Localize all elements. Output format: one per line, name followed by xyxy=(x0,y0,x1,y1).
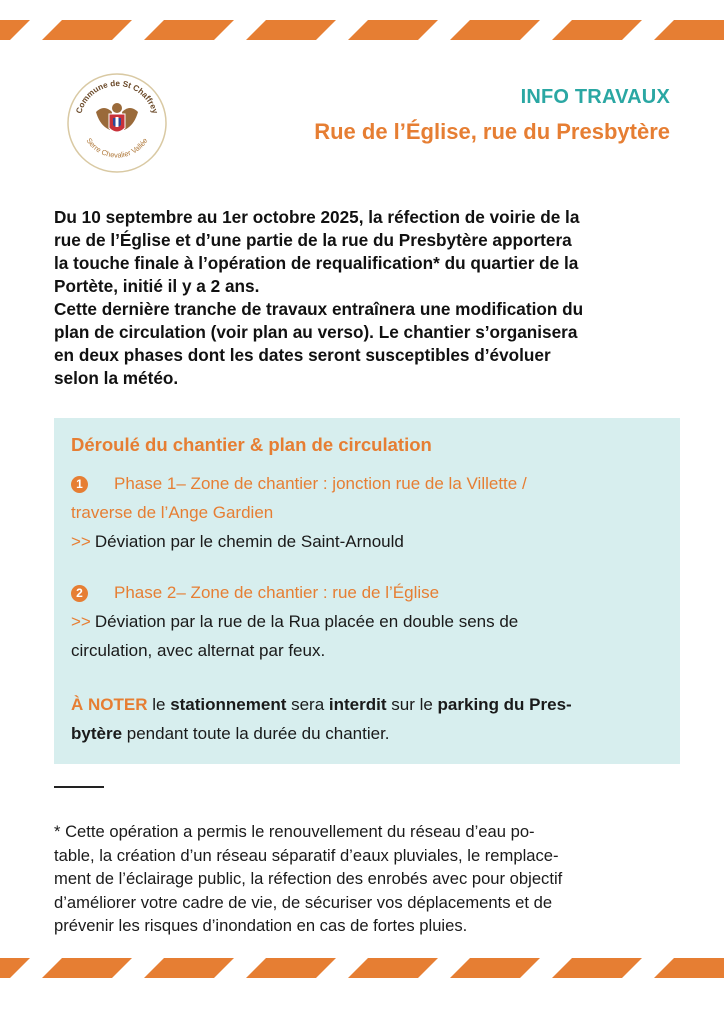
commune-logo xyxy=(66,72,168,174)
note-text: pendant toute la durée du chantier. xyxy=(122,724,390,743)
svg-text:Serre Chevalier Vallée: Serre Chevalier Vallée xyxy=(84,136,150,160)
phase-1-number-badge: 1 xyxy=(71,476,88,493)
worksite-panel xyxy=(54,418,680,764)
footnote xyxy=(54,820,676,938)
top-hazard-stripe xyxy=(0,20,724,40)
note-text: le xyxy=(147,695,171,714)
note-bold: parking du Pres- xyxy=(437,695,572,714)
intro-line: Portète, initié il y a 2 ans. xyxy=(54,276,260,296)
footnote-line: * Cette opération a permis le renouvellement du réseau d’eau po- xyxy=(54,822,535,841)
phase-1-label: Phase 1– Zone de chantier : jonction rue de la Villette / xyxy=(114,474,527,493)
phase-1-label-cont: traverse de l’Ange Gardien xyxy=(71,503,274,522)
phase-2-deviation-text: Déviation par la rue de la Rua placée en double sens de xyxy=(94,612,519,631)
svg-text:Commune de St Chaffrey: Commune de St Chaffrey xyxy=(74,78,160,115)
intro-line: rue de l’Église et d’une partie de la rue du Presbytère apportera xyxy=(54,230,572,250)
panel-title: Déroulé du chantier & plan de circulation xyxy=(71,434,432,455)
parking-note xyxy=(71,690,661,748)
page-title: Rue de l’Église, rue du Presbytère xyxy=(314,119,670,144)
note-prefix: À NOTER xyxy=(71,695,148,714)
note-text: sur le xyxy=(386,695,438,714)
bottom-hazard-stripe xyxy=(0,958,724,978)
footnote-line: d’améliorer votre cadre de vie, de sécuriser vos déplacements et de xyxy=(54,892,553,912)
intro-paragraph xyxy=(54,206,676,390)
phase-1 xyxy=(71,469,661,556)
phase-2-deviation-cont: circulation, avec alternat par feux. xyxy=(71,641,326,660)
phase-1-deviation xyxy=(71,527,661,556)
intro-line: Du 10 septembre au 1er octobre 2025, la réfection de voirie de la xyxy=(54,207,580,227)
phase-2 xyxy=(71,578,661,665)
note-bold: interdit xyxy=(328,695,387,714)
arrows-icon: >> xyxy=(71,612,91,631)
phase-1-deviation-text: Déviation par le chemin de Saint-Arnould xyxy=(94,532,404,551)
note-bold: bytère xyxy=(71,724,123,743)
footnote-line: table, la création d’un réseau séparatif d’eaux pluviales, le remplace- xyxy=(54,845,559,865)
intro-line: Cette dernière tranche de travaux entraînera une modification du xyxy=(54,299,584,319)
phase-2-number-badge: 2 xyxy=(71,585,88,602)
footnote-line: ment de l’éclairage public, la réfection des enrobés avec pour objectif xyxy=(54,869,563,888)
note-text: sera xyxy=(286,695,329,714)
arrows-icon: >> xyxy=(71,532,91,551)
footnote-divider xyxy=(54,786,104,788)
note-bold: stationnement xyxy=(170,695,287,714)
phase-2-deviation xyxy=(71,607,661,636)
phase-2-label: Phase 2– Zone de chantier : rue de l’Église xyxy=(114,583,440,602)
intro-line: en deux phases dont les dates seront susceptibles d’évoluer xyxy=(54,345,551,365)
intro-line: la touche finale à l’opération de requalification* du quartier de la xyxy=(54,253,579,273)
intro-line: plan de circulation (voir plan au verso). Le chantier s’organisera xyxy=(54,322,578,342)
header-kicker: INFO TRAVAUX xyxy=(520,86,670,108)
intro-line: selon la météo. xyxy=(54,368,179,388)
footnote-line: prévenir les risques d’inondation en cas de fortes pluies. xyxy=(54,916,468,935)
